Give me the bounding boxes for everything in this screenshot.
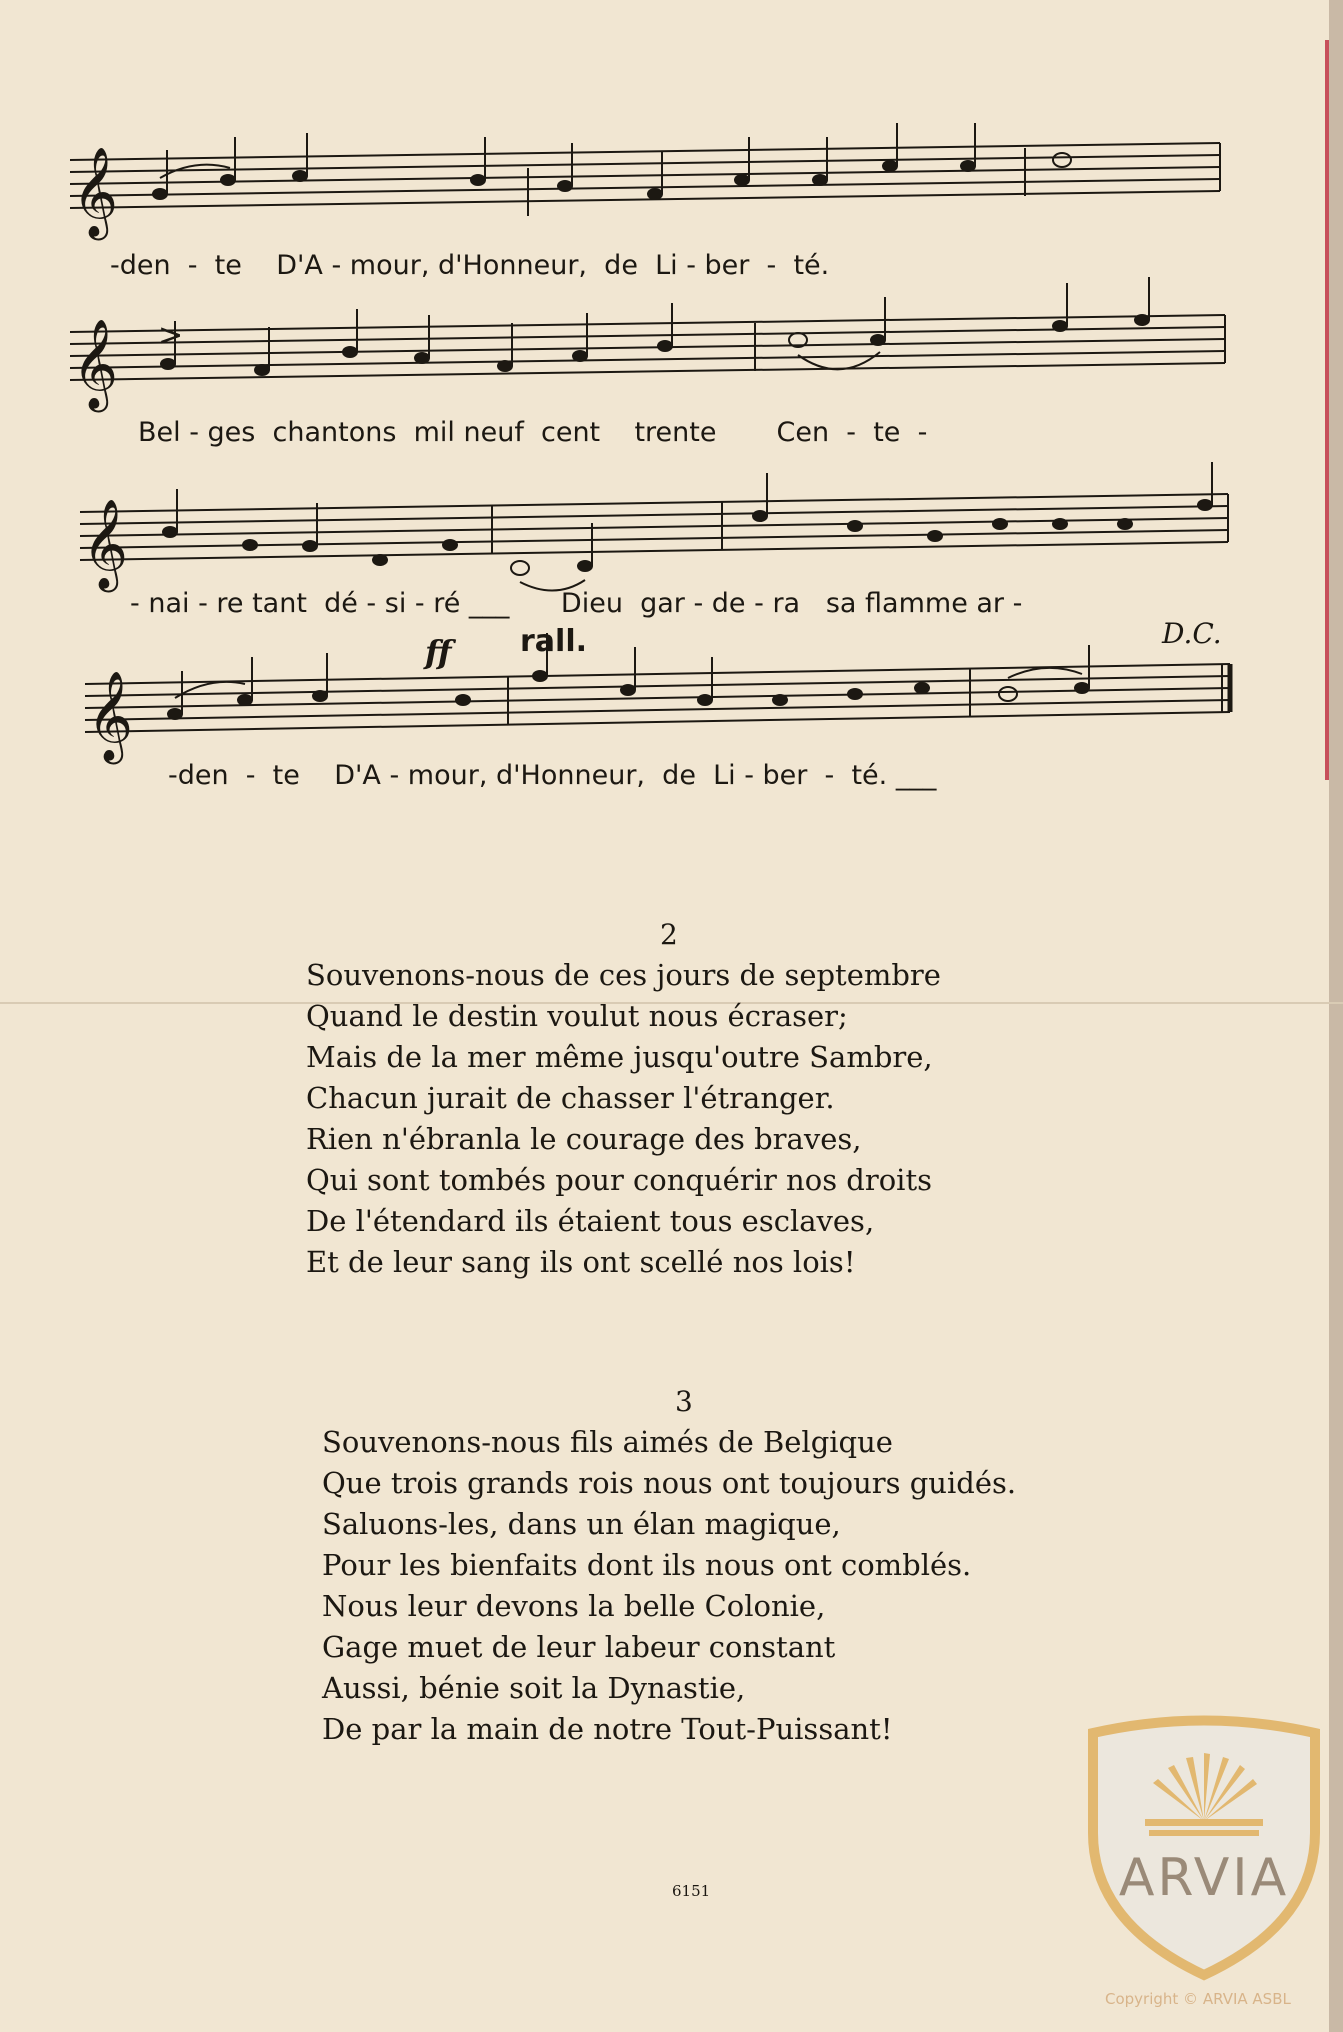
verse-line: Mais de la mer même jusqu'outre Sambre, <box>306 1040 933 1074</box>
stanza-3-number: 3 <box>675 1385 693 1418</box>
verse-line: De par la main de notre Tout-Puissant! <box>322 1712 893 1746</box>
arvia-logo-text: ARVIA <box>1118 1848 1290 1908</box>
verse-line: Saluons-les, dans un élan magique, <box>322 1507 841 1541</box>
verse-line: Rien n'ébranla le courage des braves, <box>306 1122 862 1156</box>
staff-2 <box>70 315 1225 380</box>
verse-line: Gage muet de leur labeur constant <box>322 1630 836 1664</box>
svg-text:>: > <box>158 318 184 353</box>
svg-text:𝄞: 𝄞 <box>72 319 119 409</box>
verse-line: Et de leur sang ils ont scellé nos lois! <box>306 1245 856 1279</box>
copyright-notice: Copyright © ARVIA ASBL <box>1105 1990 1291 2008</box>
verse-line: De l'étendard ils étaient tous esclaves, <box>306 1204 875 1238</box>
stanza-2-verse <box>306 955 941 1283</box>
verse-line: Souvenons-nous de ces jours de septembre <box>306 958 941 992</box>
lyrics-line-3: - nai - re tant dé - si - ré ___ Dieu gar - de - ra sa flamme ar - <box>130 588 1023 619</box>
staff-4 <box>85 664 1230 732</box>
rallentando-mark: rall. <box>520 624 588 659</box>
svg-text:𝄞: 𝄞 <box>82 499 129 589</box>
verse-line: Pour les bienfaits dont ils nous ont comblés. <box>322 1548 972 1582</box>
verse-line: Nous leur devons la belle Colonie, <box>322 1589 826 1623</box>
lyrics-line-1: -den - te D'A - mour, d'Honneur, de Li - ber - té. <box>110 250 830 281</box>
verse-line: Souvenons-nous fils aimés de Belgique <box>322 1425 893 1459</box>
lyrics-line-2: Bel - ges chantons mil neuf cent trente Cen - te - <box>138 417 928 448</box>
verse-line: Qui sont tombés pour conquérir nos droits <box>306 1163 932 1197</box>
svg-text:𝄞: 𝄞 <box>72 147 119 237</box>
verse-line: Chacun jurait de chasser l'étranger. <box>306 1081 835 1115</box>
fortissimo-mark: ff <box>425 633 452 671</box>
staff-1 <box>70 143 1220 216</box>
verse-line: Quand le destin voulut nous écraser; <box>306 999 848 1033</box>
da-capo-mark: D.C. <box>1162 617 1222 650</box>
verse-line: Que trois grands rois nous ont toujours guidés. <box>322 1466 1017 1500</box>
lyrics-line-4: -den - te D'A - mour, d'Honneur, de Li - ber - té. ___ <box>168 760 937 791</box>
stanza-2-number: 2 <box>660 918 678 951</box>
plate-number: 6151 <box>672 1882 711 1900</box>
verse-line: Aussi, bénie soit la Dynastie, <box>322 1671 746 1705</box>
svg-text:𝄞: 𝄞 <box>87 671 134 761</box>
stanza-3-verse <box>322 1422 1016 1750</box>
